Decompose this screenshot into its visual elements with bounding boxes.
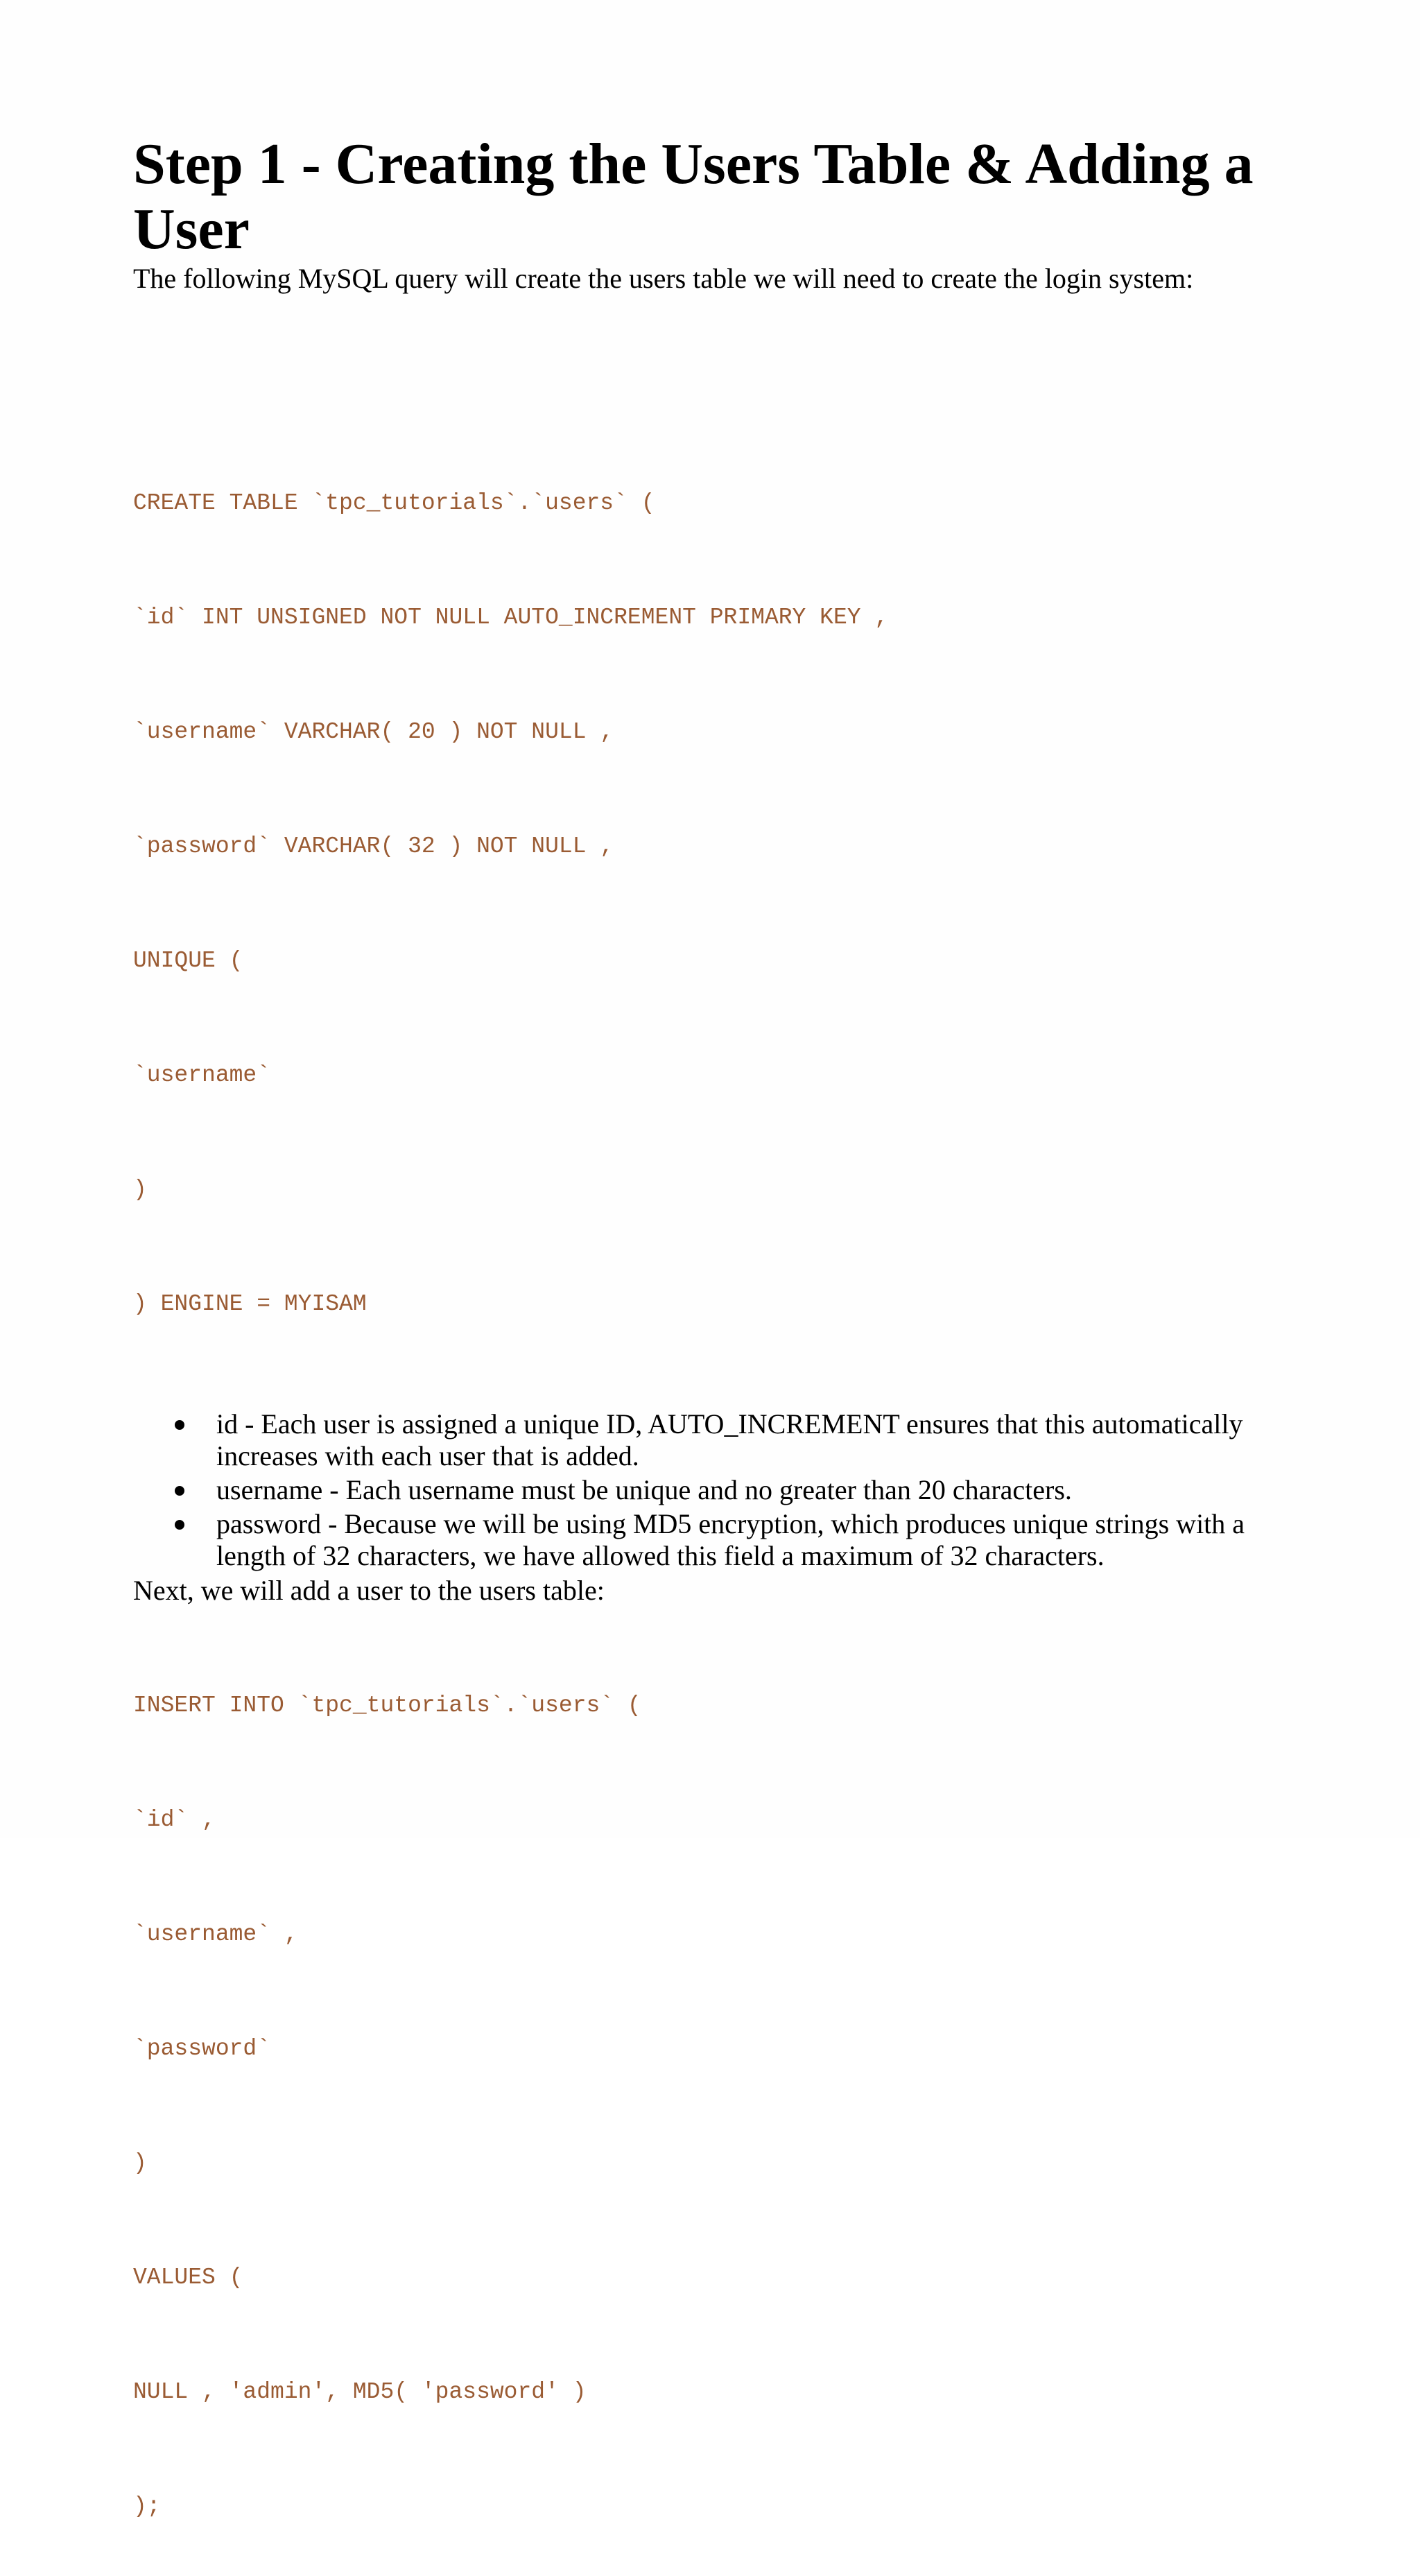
- code-line: `id` INT UNSIGNED NOT NULL AUTO_INCREMENT PRIMARY KEY ,: [133, 605, 889, 630]
- code-line: CREATE TABLE `tpc_tutorials`.`users` (: [133, 490, 655, 516]
- page-title: Step 1 - Creating the Users Table & Adding a User: [133, 132, 1254, 261]
- create-table-code-block: [133, 434, 1284, 1374]
- code-line: `username` VARCHAR( 20 ) NOT NULL ,: [133, 719, 614, 745]
- bullet-icon: [175, 1520, 184, 1530]
- code-line: `username` ,: [133, 1921, 298, 1947]
- bullet-icon: [175, 1420, 184, 1430]
- code-line: VALUES (: [133, 2265, 243, 2290]
- code-line: INSERT INTO `tpc_tutorials`.`users` (: [133, 1693, 641, 1718]
- bullet-icon: [175, 1486, 184, 1496]
- code-line: UNIQUE (: [133, 948, 243, 974]
- list-item-text: id - Each user is assigned a unique ID, AUTO_INCREMENT ensures that this automatically increases with each user that is added.: [216, 1408, 1243, 1471]
- code-line: ): [133, 1177, 147, 1202]
- list-item-text: password - Because we will be using MD5 encryption, which produces unique strings with a length of 32 characters, we have allowed this field a maximum of 32 characters.: [216, 1508, 1245, 1571]
- code-line: `password`: [133, 2036, 271, 2061]
- code-line: NULL , 'admin', MD5( 'password' ): [133, 2379, 587, 2405]
- list-item: [216, 1408, 1256, 1472]
- field-description-list: [133, 1408, 1284, 1572]
- code-line: ): [133, 2150, 147, 2176]
- list-item: [216, 1508, 1256, 1572]
- intro-paragraph: The following MySQL query will create the users table we will need to create the login system:: [133, 263, 1194, 294]
- list-item: [216, 1474, 1256, 1506]
- insert-code-block: [133, 1636, 1284, 2576]
- list-item-text: username - Each username must be unique and no greater than 20 characters.: [216, 1474, 1072, 1505]
- next-paragraph: Next, we will add a user to the users table:: [133, 1575, 605, 1606]
- code-line: `id` ,: [133, 1807, 216, 1833]
- document-content: [133, 132, 1284, 2576]
- code-line: `password` VARCHAR( 32 ) NOT NULL ,: [133, 833, 614, 859]
- code-line: );: [133, 2493, 161, 2519]
- code-line: ) ENGINE = MYISAM: [133, 1291, 367, 1317]
- code-line: `username`: [133, 1062, 271, 1088]
